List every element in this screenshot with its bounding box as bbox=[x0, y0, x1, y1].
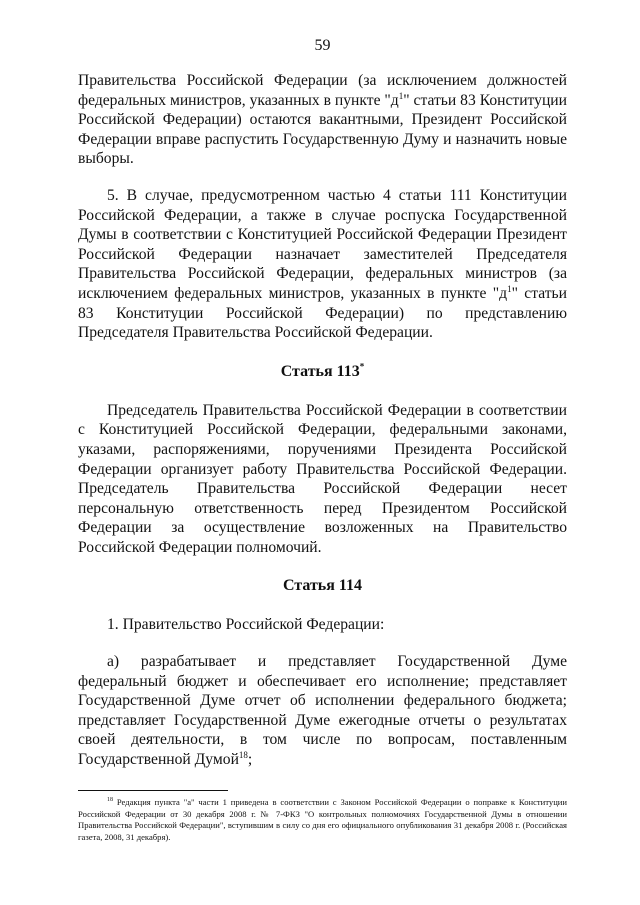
article-114-heading: Статья 114 bbox=[282, 577, 363, 595]
footnote-text: Редакция пункта "а" части 1 приведена в соответствии с Законом Российской Федерации о поправке к Конституции Российской Федерации от 30 декабря 2008 г. № 7-ФКЗ "О контрольных полномочиях Государственной Думы в отношении Правительства Российской Федерации", вступившим в силу со дня его официального опубликования 31 декабря 2008 г. (Российская газета, 2008, 31 декабря). bbox=[78, 797, 567, 842]
article-113-heading bbox=[78, 362, 567, 382]
article-114-item-a bbox=[78, 652, 567, 770]
article-113-text: Председатель Правительства Российской Федерации в соответствии с Конституцией Российской Федерации, федеральными законами, указами, распоряжениями, поручениями Президента Российской Федерации организует работу Правительства Российской Федерации. Председатель Правительства Российской Федерации несет персональную ответственность перед Президентом Российской Федерации за осуществление возложенных на Правительство Российской Федерации полномочий. bbox=[78, 401, 567, 556]
footnote-separator bbox=[78, 790, 228, 791]
article-title: Статья 113 bbox=[280, 362, 360, 380]
paragraph-text: 5. В случае, предусмотренном частью 4 статьи 111 Конституции Российской Федерации, а также в случае роспуска Государственной Думы в соответствии с Конституцией Российской Федерации Президент Российской Федерации назначает заместителей Председателя Правительства Российской Федерации, федеральных министров (за исключением федеральных министров, указанных в пункте "д bbox=[78, 186, 567, 302]
superscript: 1 bbox=[398, 90, 404, 101]
paragraph-text: Правительства Российской Федерации (за исключением должностей федеральных министров, указанных в пункте "д bbox=[78, 72, 567, 109]
paragraph-clause-5 bbox=[78, 186, 567, 343]
item-tail: ; bbox=[247, 751, 253, 769]
item-text: а) разрабатывает и представляет Государственной Думе федеральный бюджет и обеспечивает его исполнение; представляет Государственной Думе отчет об исполнении федерального бюджета; представляет Государственной Думе ежегодные отчеты о результатах своей деятельности, в том числе по вопросам, поставленным Государственной Думой bbox=[78, 653, 567, 769]
article-mark: * bbox=[359, 361, 365, 372]
footnote-18 bbox=[78, 797, 567, 843]
paragraph-text: " статьи 83 Конституции Российской Федерации) по представлению Председателя Правительства Российской Федерации. bbox=[78, 284, 568, 342]
paragraph-continuation bbox=[78, 71, 567, 169]
page-number: 59 bbox=[314, 37, 331, 54]
superscript: 1 bbox=[507, 283, 512, 294]
document-body bbox=[78, 71, 567, 770]
article-114-intro: 1. Правительство Российской Федерации: bbox=[107, 616, 385, 634]
paragraph-text: " статьи 83 Конституции Российской Федерации) остаются вакантными, Президент Российской Федерации вправе распустить Государственную Думу и назначить новые выборы. bbox=[78, 91, 567, 168]
footnote-number: 18 bbox=[107, 797, 113, 804]
footnote-reference[interactable]: 18 bbox=[238, 749, 248, 760]
